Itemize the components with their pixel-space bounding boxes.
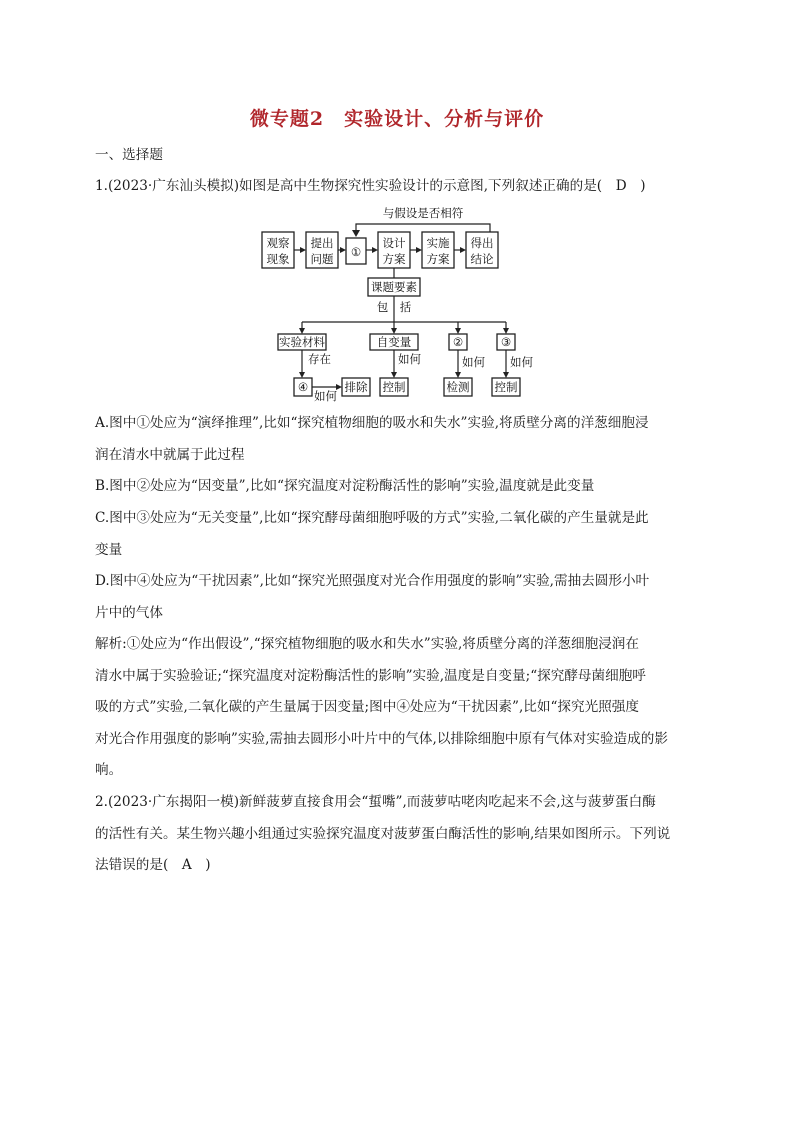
box-blank-1	[346, 238, 366, 264]
svg-text:提出: 提出	[310, 236, 334, 250]
option-b	[95, 471, 705, 503]
box-blank-4	[294, 378, 312, 396]
question-2-line: 2.(2023·广东揭阳一模)新鲜菠萝直接食用会“蜇嘴”,而菠萝咕咾肉吃起来不会,这与菠萝蛋白酶	[95, 794, 656, 810]
analysis-line: 对光合作用强度的影响”实验,需抽去圆形小叶片中的气体,以排除细胞中原有气体对实验造成的影	[95, 730, 668, 747]
svg-text:检测: 检测	[446, 380, 470, 394]
question-2-line: 的活性有关。某生物兴趣小组通过实验探究温度对菠萝蛋白酶活性的影响,结果如图所示。下列说	[95, 825, 671, 842]
svg-text:设计: 设计	[382, 236, 406, 250]
svg-text:④: ④	[297, 380, 309, 394]
svg-text:课题要素: 课题要素	[371, 280, 417, 294]
box-detect	[444, 378, 472, 396]
option-c-line-1: C.图中③处应为“无关变量”,比如“探究酵母菌细胞呼吸的方式”实验,二氧化碳的产生量就是此	[95, 510, 649, 526]
box-materials	[278, 334, 326, 350]
analysis	[95, 629, 705, 787]
analysis-line: 响。	[95, 762, 123, 778]
box-exclude	[342, 378, 370, 396]
box-conclusion	[466, 232, 498, 268]
option-d-line-1: D.图中④处应为“干扰因素”,比如“探究光照强度对光合作用强度的影响”实验,需抽去圆形小叶	[95, 573, 650, 589]
analysis-line: 解析:①处应为“作出假设”,“探究植物细胞的吸水和失水”实验,将质壁分离的洋葱细胞浸润在	[95, 636, 639, 652]
option-b-line-1: B.图中②处应为“因变量”,比如“探究温度对淀粉酶活性的影响”实验,温度就是此变量	[95, 478, 595, 494]
box-observe	[262, 232, 294, 268]
how-label-3: 如何	[510, 355, 533, 369]
svg-text:实验材料: 实验材料	[279, 335, 325, 349]
box-blank-2	[449, 334, 467, 350]
feedback-arrowhead	[352, 230, 360, 237]
question-2-stem	[95, 787, 705, 882]
option-a-line-1: A.图中①处应为“演绎推理”,比如“探究植物细胞的吸水和失水”实验,将质壁分离的洋葱细胞浸	[95, 415, 649, 431]
how-label-0: 如何	[314, 389, 337, 402]
how-label-2: 如何	[462, 355, 485, 369]
question-1-stem: 1.(2023·广东汕头模拟)如图是高中生物探究性实验设计的示意图,下列叙述正确的是( D )	[95, 178, 646, 194]
svg-text:结论: 结论	[470, 252, 494, 266]
option-d	[95, 566, 705, 629]
how-label-1: 如何	[398, 352, 421, 366]
box-blank-3	[497, 334, 515, 350]
question-2-line: 法错误的是( A )	[95, 857, 211, 873]
svg-text:控制: 控制	[494, 380, 518, 394]
svg-text:现象: 现象	[266, 252, 290, 266]
option-a-line-2: 润在清水中就属于此过程	[95, 446, 245, 463]
svg-text:问题: 问题	[310, 252, 334, 266]
svg-text:①: ①	[350, 245, 362, 259]
analysis-line: 清水中属于实验验证;“探究温度对淀粉酶活性的影响”实验,温度是自变量;“探究酵母菌细胞呼	[95, 667, 646, 684]
box-independent-variable	[370, 334, 418, 350]
flowchart-svg	[254, 202, 544, 402]
svg-text:排除: 排除	[344, 380, 368, 394]
box-requirements	[368, 278, 420, 296]
feedback-label: 与假设是否相符	[382, 206, 464, 220]
box-design	[378, 232, 410, 268]
box-implement	[422, 232, 454, 268]
svg-text:方案: 方案	[382, 252, 406, 266]
svg-text:实施: 实施	[426, 236, 450, 250]
svg-text:②: ②	[452, 335, 464, 349]
option-d-line-2: 片中的气体	[95, 604, 163, 621]
svg-text:观察: 观察	[266, 236, 290, 250]
option-c-line-2: 变量	[95, 541, 123, 558]
page-title: 微专题2 实验设计、分析与评价	[249, 108, 545, 130]
svg-text:得出: 得出	[470, 236, 494, 250]
svg-text:方案: 方案	[426, 252, 450, 266]
exist-label: 存在	[308, 352, 331, 366]
box-question	[306, 232, 338, 268]
option-c	[95, 503, 705, 566]
box-control-1	[380, 378, 408, 396]
svg-text:自变量: 自变量	[376, 335, 412, 349]
section-heading: 一、选择题	[95, 147, 163, 163]
svg-text:控制: 控制	[382, 380, 406, 394]
analysis-line: 吸的方式”实验,二氧化碳的产生量属于因变量;图中④处应为“干扰因素”,比如“探究光照强度	[95, 699, 639, 715]
svg-text:③: ③	[500, 335, 512, 349]
includes-label: 包 括	[376, 300, 412, 314]
box-control-2	[492, 378, 520, 396]
option-a	[95, 408, 705, 471]
experiment-design-diagram	[254, 202, 544, 402]
